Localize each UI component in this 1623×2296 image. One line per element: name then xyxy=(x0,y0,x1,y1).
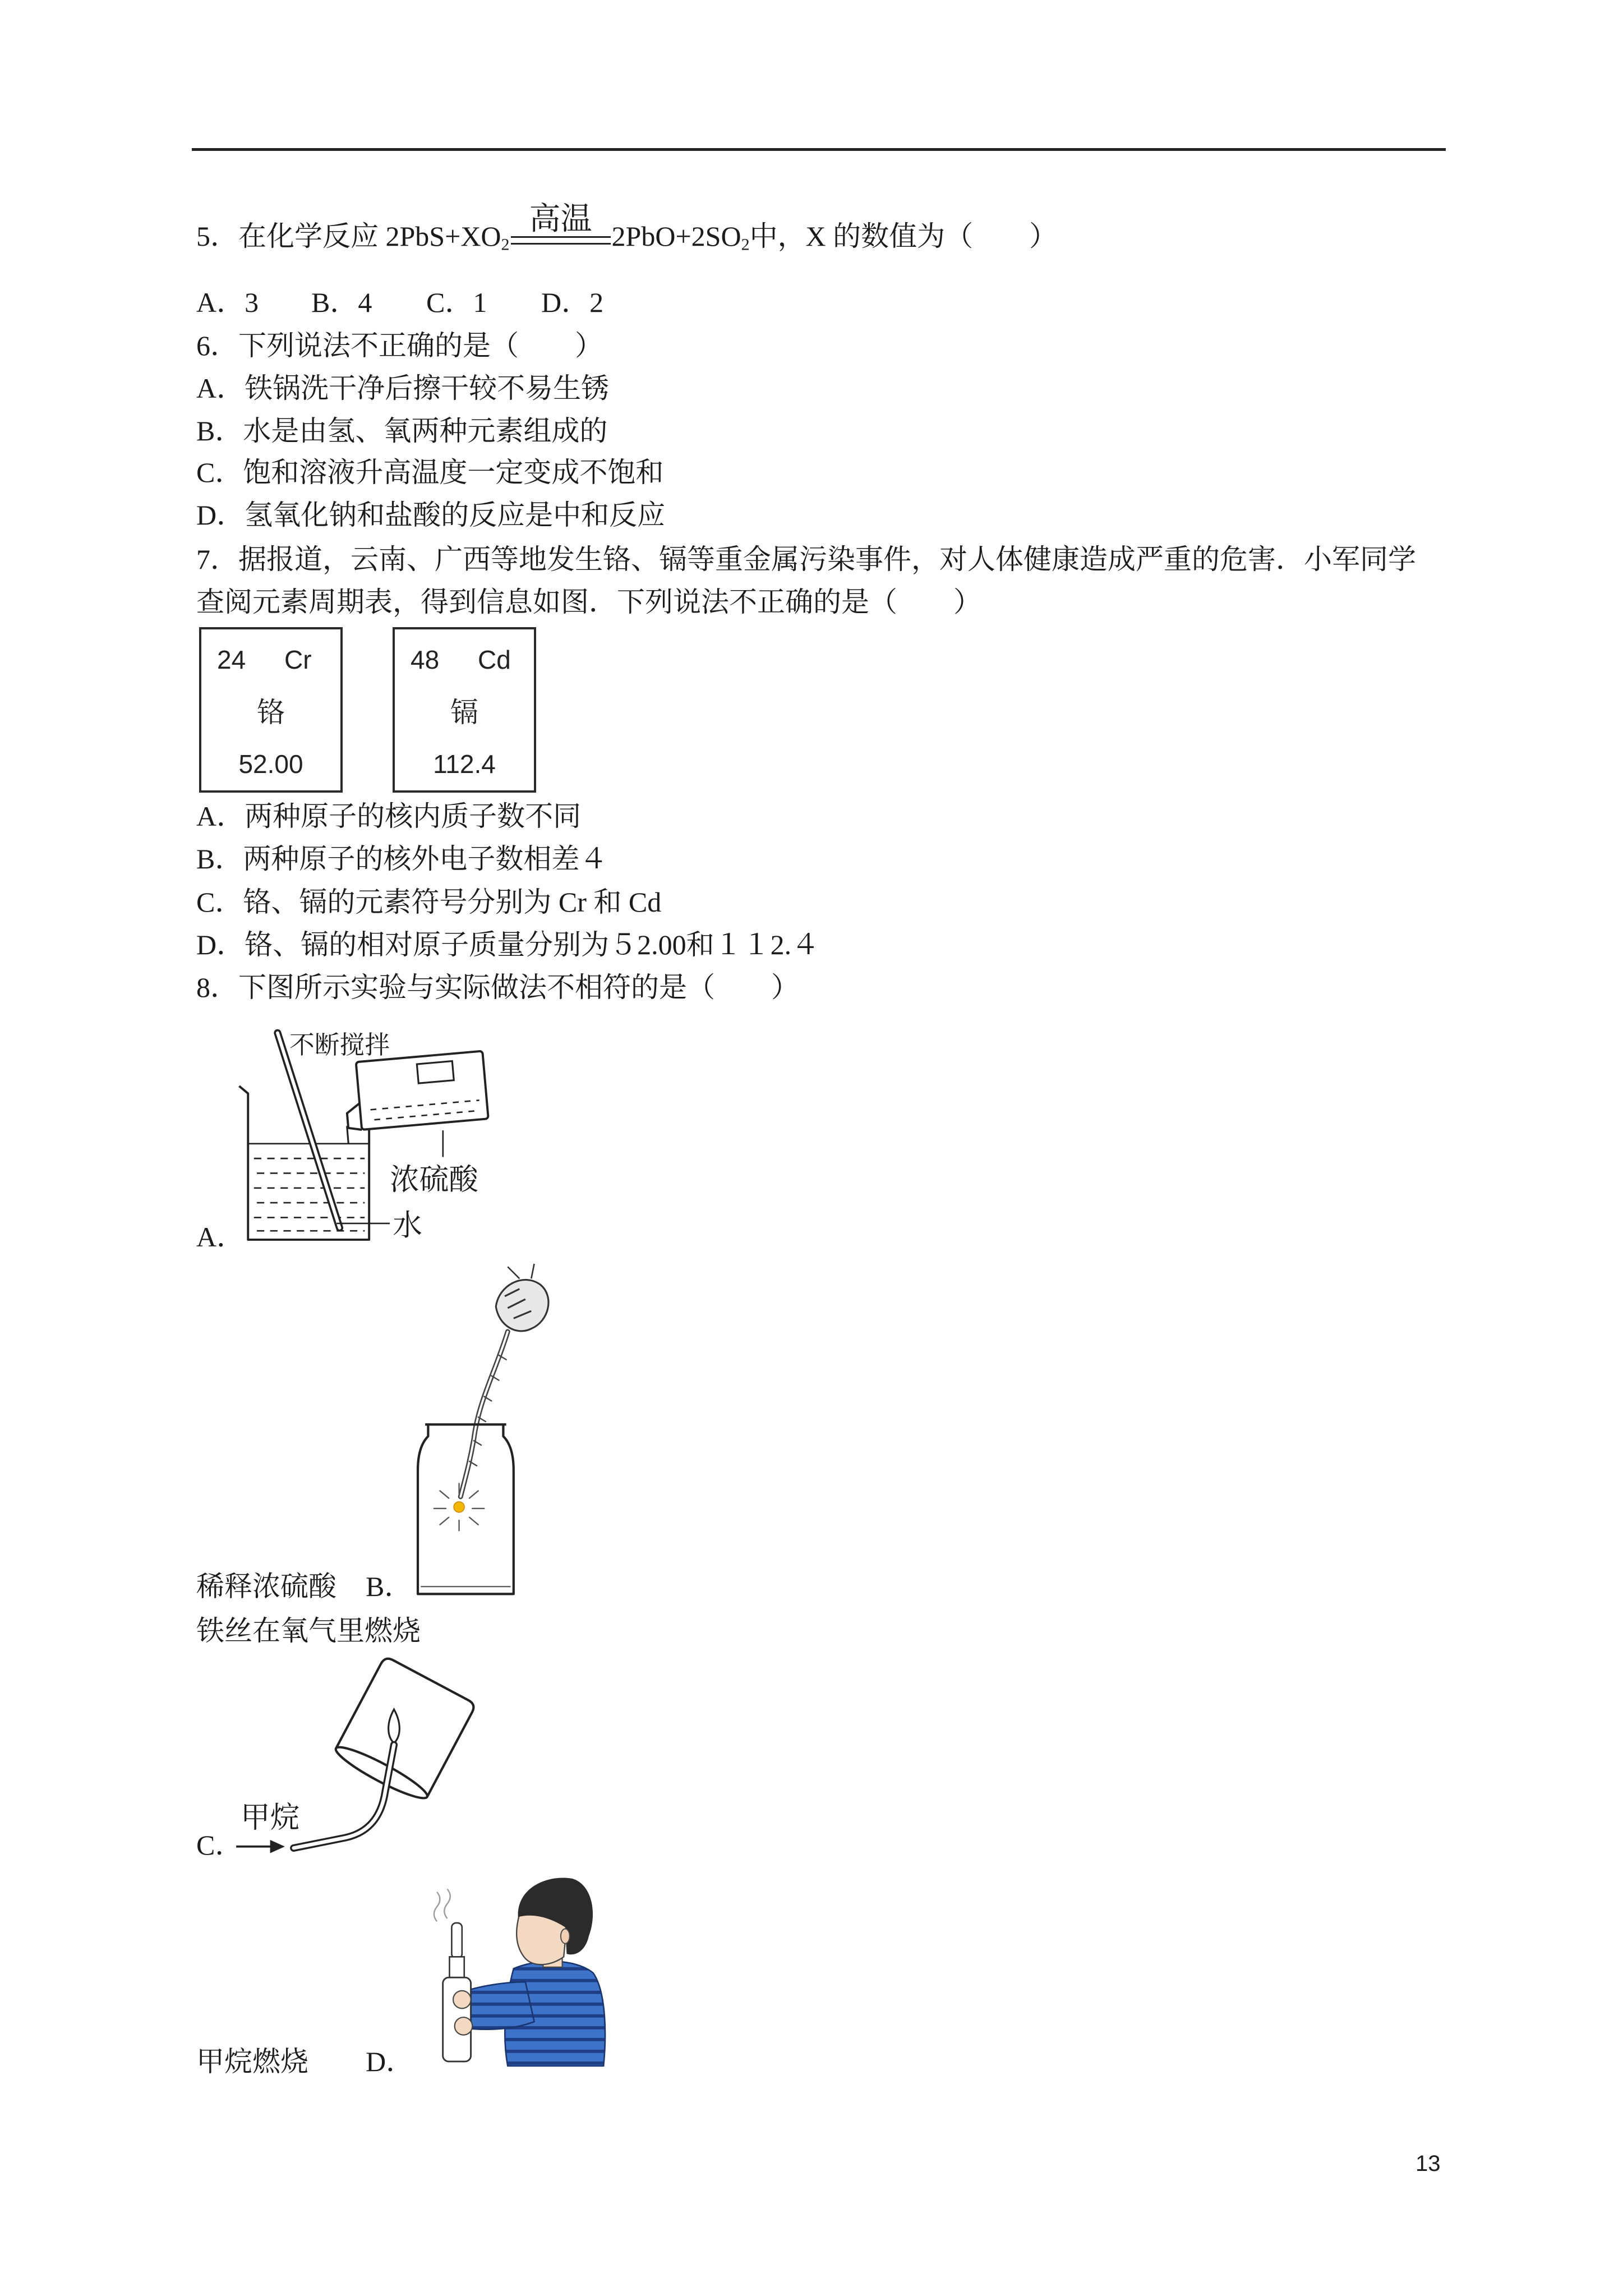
ear xyxy=(561,1929,570,1943)
atomic-mass: 112.4 xyxy=(433,749,496,779)
question-8-stem: 8．下图所示实验与实际做法不相符的是（ ） xyxy=(196,972,799,1003)
reagent-bottle xyxy=(343,1051,488,1131)
q5-stem-suffix: 中，X 的数值为（ ） xyxy=(749,220,1058,252)
option-d-label: D． xyxy=(366,2046,414,2077)
atomic-number: 48 xyxy=(411,645,440,674)
option-d: D．2 xyxy=(541,287,604,318)
option-b-label: B． xyxy=(366,1571,413,1602)
page-number: 13 xyxy=(1415,2151,1441,2176)
reaction-equals-sign xyxy=(511,200,611,245)
label-concentrated-acid: 浓硫酸 xyxy=(390,1162,478,1197)
option-b-caption: 铁丝在氧气里燃烧 xyxy=(196,1615,421,1646)
question-7-option-b: B．两种原子的核外电子数相差４ xyxy=(196,843,608,875)
bottle-neck xyxy=(449,1957,464,1978)
label-water: 水 xyxy=(393,1208,422,1243)
iron-wire xyxy=(460,1332,508,1497)
arrow-icon xyxy=(236,1840,285,1853)
beaker-water xyxy=(248,1144,369,1231)
option-a-label: A． xyxy=(196,1221,245,1253)
q5-stem-mid: 2PbO+2SO xyxy=(611,220,741,252)
question-7-option-c: C．铬、镉的元素符号分别为 Cr 和 Cd xyxy=(196,886,662,918)
option-a-caption: 稀释浓硫酸 xyxy=(196,1571,336,1602)
option-c-label: C． xyxy=(196,1829,243,1861)
label-methane: 甲烷 xyxy=(241,1800,300,1835)
question-7-stem-line-2: 查阅元素周期表，得到信息如图．下列说法不正确的是（ ） xyxy=(196,586,981,618)
option-a: A．3 xyxy=(196,287,259,318)
flame-icon xyxy=(389,1709,400,1743)
option-c: C．1 xyxy=(426,287,487,318)
atomic-number: 24 xyxy=(217,645,246,674)
question-5-stem xyxy=(196,200,1058,254)
element-card-cadmium xyxy=(393,627,536,793)
q5-stem-prefix: 5．在化学反应 2PbS+XO xyxy=(196,220,501,252)
glass-rod xyxy=(278,1033,340,1228)
question-7-option-a: A．两种原子的核内质子数不同 xyxy=(196,800,582,832)
element-symbol: Cd xyxy=(478,645,511,674)
test-tube xyxy=(451,1923,462,1958)
bottle-label xyxy=(417,1061,454,1084)
header-rule xyxy=(192,148,1446,151)
element-card-chromium xyxy=(199,627,343,793)
question-6-option-b: B．水是由氢、氧两种元素组成的 xyxy=(196,415,608,447)
label-stir: 不断搅拌 xyxy=(289,1030,390,1060)
figure-smelling-gas xyxy=(413,1867,612,2073)
question-6-option-c: C．饱和溶液升高温度一定变成不饱和 xyxy=(196,457,664,488)
q5-subscript: 2 xyxy=(741,235,750,254)
figure-dilute-sulfuric-acid xyxy=(229,1018,495,1251)
question-6-stem: 6．下列说法不正确的是（ ） xyxy=(196,330,603,361)
element-symbol: Cr xyxy=(284,645,312,674)
question-7-stem-line-1: 7．据报道，云南、广西等地发生铬、镉等重金属污染事件，对人体健康造成严重的危害．小军同学 xyxy=(196,544,1416,575)
element-name: 铬 xyxy=(257,697,285,728)
hand xyxy=(453,1991,471,2009)
arm xyxy=(462,1982,534,2030)
option-b: B．4 xyxy=(311,287,372,318)
figure-iron-wire-burning xyxy=(406,1262,568,1602)
question-7-option-d: D．铬、镉的相对原子质量分别为５2.00和１１2.４ xyxy=(196,929,820,960)
question-6-option-a: A．铁锅洗干净后擦干较不易生锈 xyxy=(196,372,610,404)
figure-methane-burning xyxy=(229,1653,479,1863)
hand xyxy=(455,2017,473,2035)
question-5-options xyxy=(196,286,656,319)
option-c-caption: 甲烷燃烧 xyxy=(196,2046,308,2077)
gas-bottle xyxy=(418,1424,514,1594)
burning-tip xyxy=(454,1502,464,1512)
element-name: 镉 xyxy=(450,697,478,728)
q5-subscript: 2 xyxy=(501,235,510,254)
fumes xyxy=(434,1889,450,1921)
hand-with-tongs xyxy=(496,1264,548,1331)
inverted-beaker xyxy=(332,1656,477,1805)
question-6-option-d: D．氢氧化钠和盐酸的反应是中和反应 xyxy=(196,499,666,531)
reaction-condition: 高温 xyxy=(529,200,592,237)
atomic-mass: 52.00 xyxy=(238,749,303,779)
